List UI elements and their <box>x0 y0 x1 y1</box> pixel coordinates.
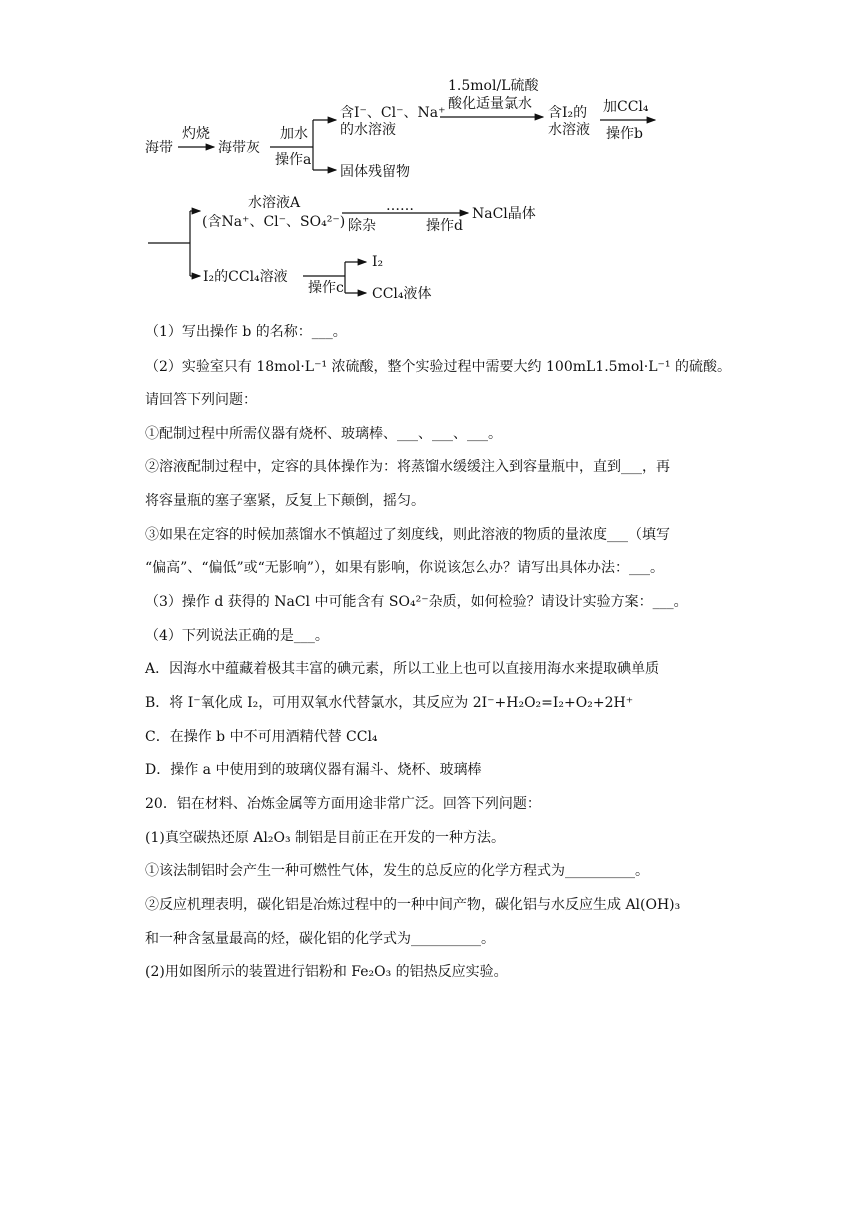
label-add-ccl4: 加CCl₄ <box>603 99 649 115</box>
question-2-prompt: 请回答下列问题： <box>145 392 257 408</box>
option-b: B．将 I⁻氧化成 I₂，可用双氧水代替氯水，其反应为 2I⁻+H₂O₂=I₂+O₂+2H⁺ <box>145 695 634 711</box>
label-purify: 除杂 <box>348 218 376 234</box>
label-operation-a: 操作a <box>275 152 312 168</box>
label-add-water: 加水 <box>280 126 308 142</box>
label-acid-line2: 酸化适量氯水 <box>448 96 532 112</box>
option-c: C．在操作 b 中不可用酒精代替 CCl₄ <box>145 729 378 745</box>
node-aqueous-a: 水溶液A <box>248 195 301 211</box>
label-acid-line1: 1.5mol/L硫酸 <box>448 78 539 94</box>
question-20-part1-sub2-line2: 和一种含氢量最高的烃，碳化铝的化学式为__________。 <box>145 931 495 947</box>
question-2-sub2-line2: 将容量瓶的塞子塞紧，反复上下颠倒，摇匀。 <box>145 493 425 509</box>
node-seaweed-ash: 海带灰 <box>218 140 260 156</box>
node-i2: I₂ <box>372 254 384 270</box>
question-20-part1-sub2-line1: ②反应机理表明，碳化铝是冶炼过程中的一种中间产物，碳化铝与水反应生成 Al(OH)₃ <box>145 897 681 913</box>
question-2-line: （2）实验室只有 18mol·L⁻¹ 浓硫酸，整个实验过程中需要大约 100mL1.5mol·L⁻¹ 的硫酸。 <box>145 359 731 375</box>
node-ccl4-liquid: CCl₄液体 <box>372 286 432 302</box>
question-3-line: （3）操作 d 获得的 NaCl 中可能含有 SO₄²⁻杂质，如何检验？请设计实验方案：___。 <box>145 594 688 610</box>
question-2-sub2-line1: ②溶液配制过程中，定容的具体操作为：将蒸馏水缓缓注入到容量瓶中，直到___，再 <box>145 459 670 475</box>
node-seaweed: 海带 <box>145 140 173 156</box>
label-operation-b: 操作b <box>606 126 643 142</box>
option-d: D．操作 a 中使用到的玻璃仪器有漏斗、烧杯、玻璃棒 <box>145 762 482 778</box>
question-20-part1-sub1: ①该法制铝时会产生一种可燃性气体，发生的总反应的化学方程式为__________。 <box>145 863 649 879</box>
node-residue: 固体残留物 <box>340 164 410 180</box>
question-2-sub3-line2: “偏高”、“偏低”或“无影响”），如果有影响，你说该怎么办？请写出具体办法：___。 <box>145 560 664 576</box>
question-20-part1: (1)真空碳热还原 Al₂O₃ 制铝是目前正在开发的一种方法。 <box>145 830 506 846</box>
label-dots: …… <box>386 198 414 214</box>
node-iodine-solution-line1: 含I₂的 <box>548 105 588 121</box>
label-operation-d: 操作d <box>426 218 463 234</box>
label-burn: 灼烧 <box>182 126 210 142</box>
question-20-title: 20．铝在材料、冶炼金属等方面用途非常广泛。回答下列问题： <box>145 796 541 812</box>
question-2-sub3-line1: ③如果在定容的时候加蒸馏水不慎超过了刻度线，则此溶液的物质的量浓度___（填写 <box>145 527 670 543</box>
node-solution-line1: 含I⁻、Cl⁻、Na⁺ <box>340 105 446 121</box>
question-1-line: （1）写出操作 b 的名称：___。 <box>145 324 347 340</box>
node-solution-line2: 的水溶液 <box>340 122 396 138</box>
question-4-line: （4）下列说法正确的是___。 <box>145 628 329 644</box>
label-operation-c: 操作c <box>308 280 344 296</box>
seaweed-iodine-flowchart <box>0 0 860 310</box>
question-2-sub1: ①配制过程中所需仪器有烧杯、玻璃棒、___、___、___。 <box>145 426 502 442</box>
question-20-part2: (2)用如图所示的装置进行铝粉和 Fe₂O₃ 的铝热反应实验。 <box>145 964 508 980</box>
node-aqueous-a-ions: (含Na⁺、Cl⁻、SO₄²⁻) <box>202 214 346 230</box>
node-iodine-solution-line2: 水溶液 <box>548 122 590 138</box>
node-nacl-crystal: NaCl晶体 <box>472 206 536 222</box>
node-i2-ccl4-solution: I₂的CCl₄溶液 <box>203 269 288 285</box>
option-a: A．因海水中蕴藏着极其丰富的碘元素，所以工业上也可以直接用海水来提取碘单质 <box>145 661 660 677</box>
